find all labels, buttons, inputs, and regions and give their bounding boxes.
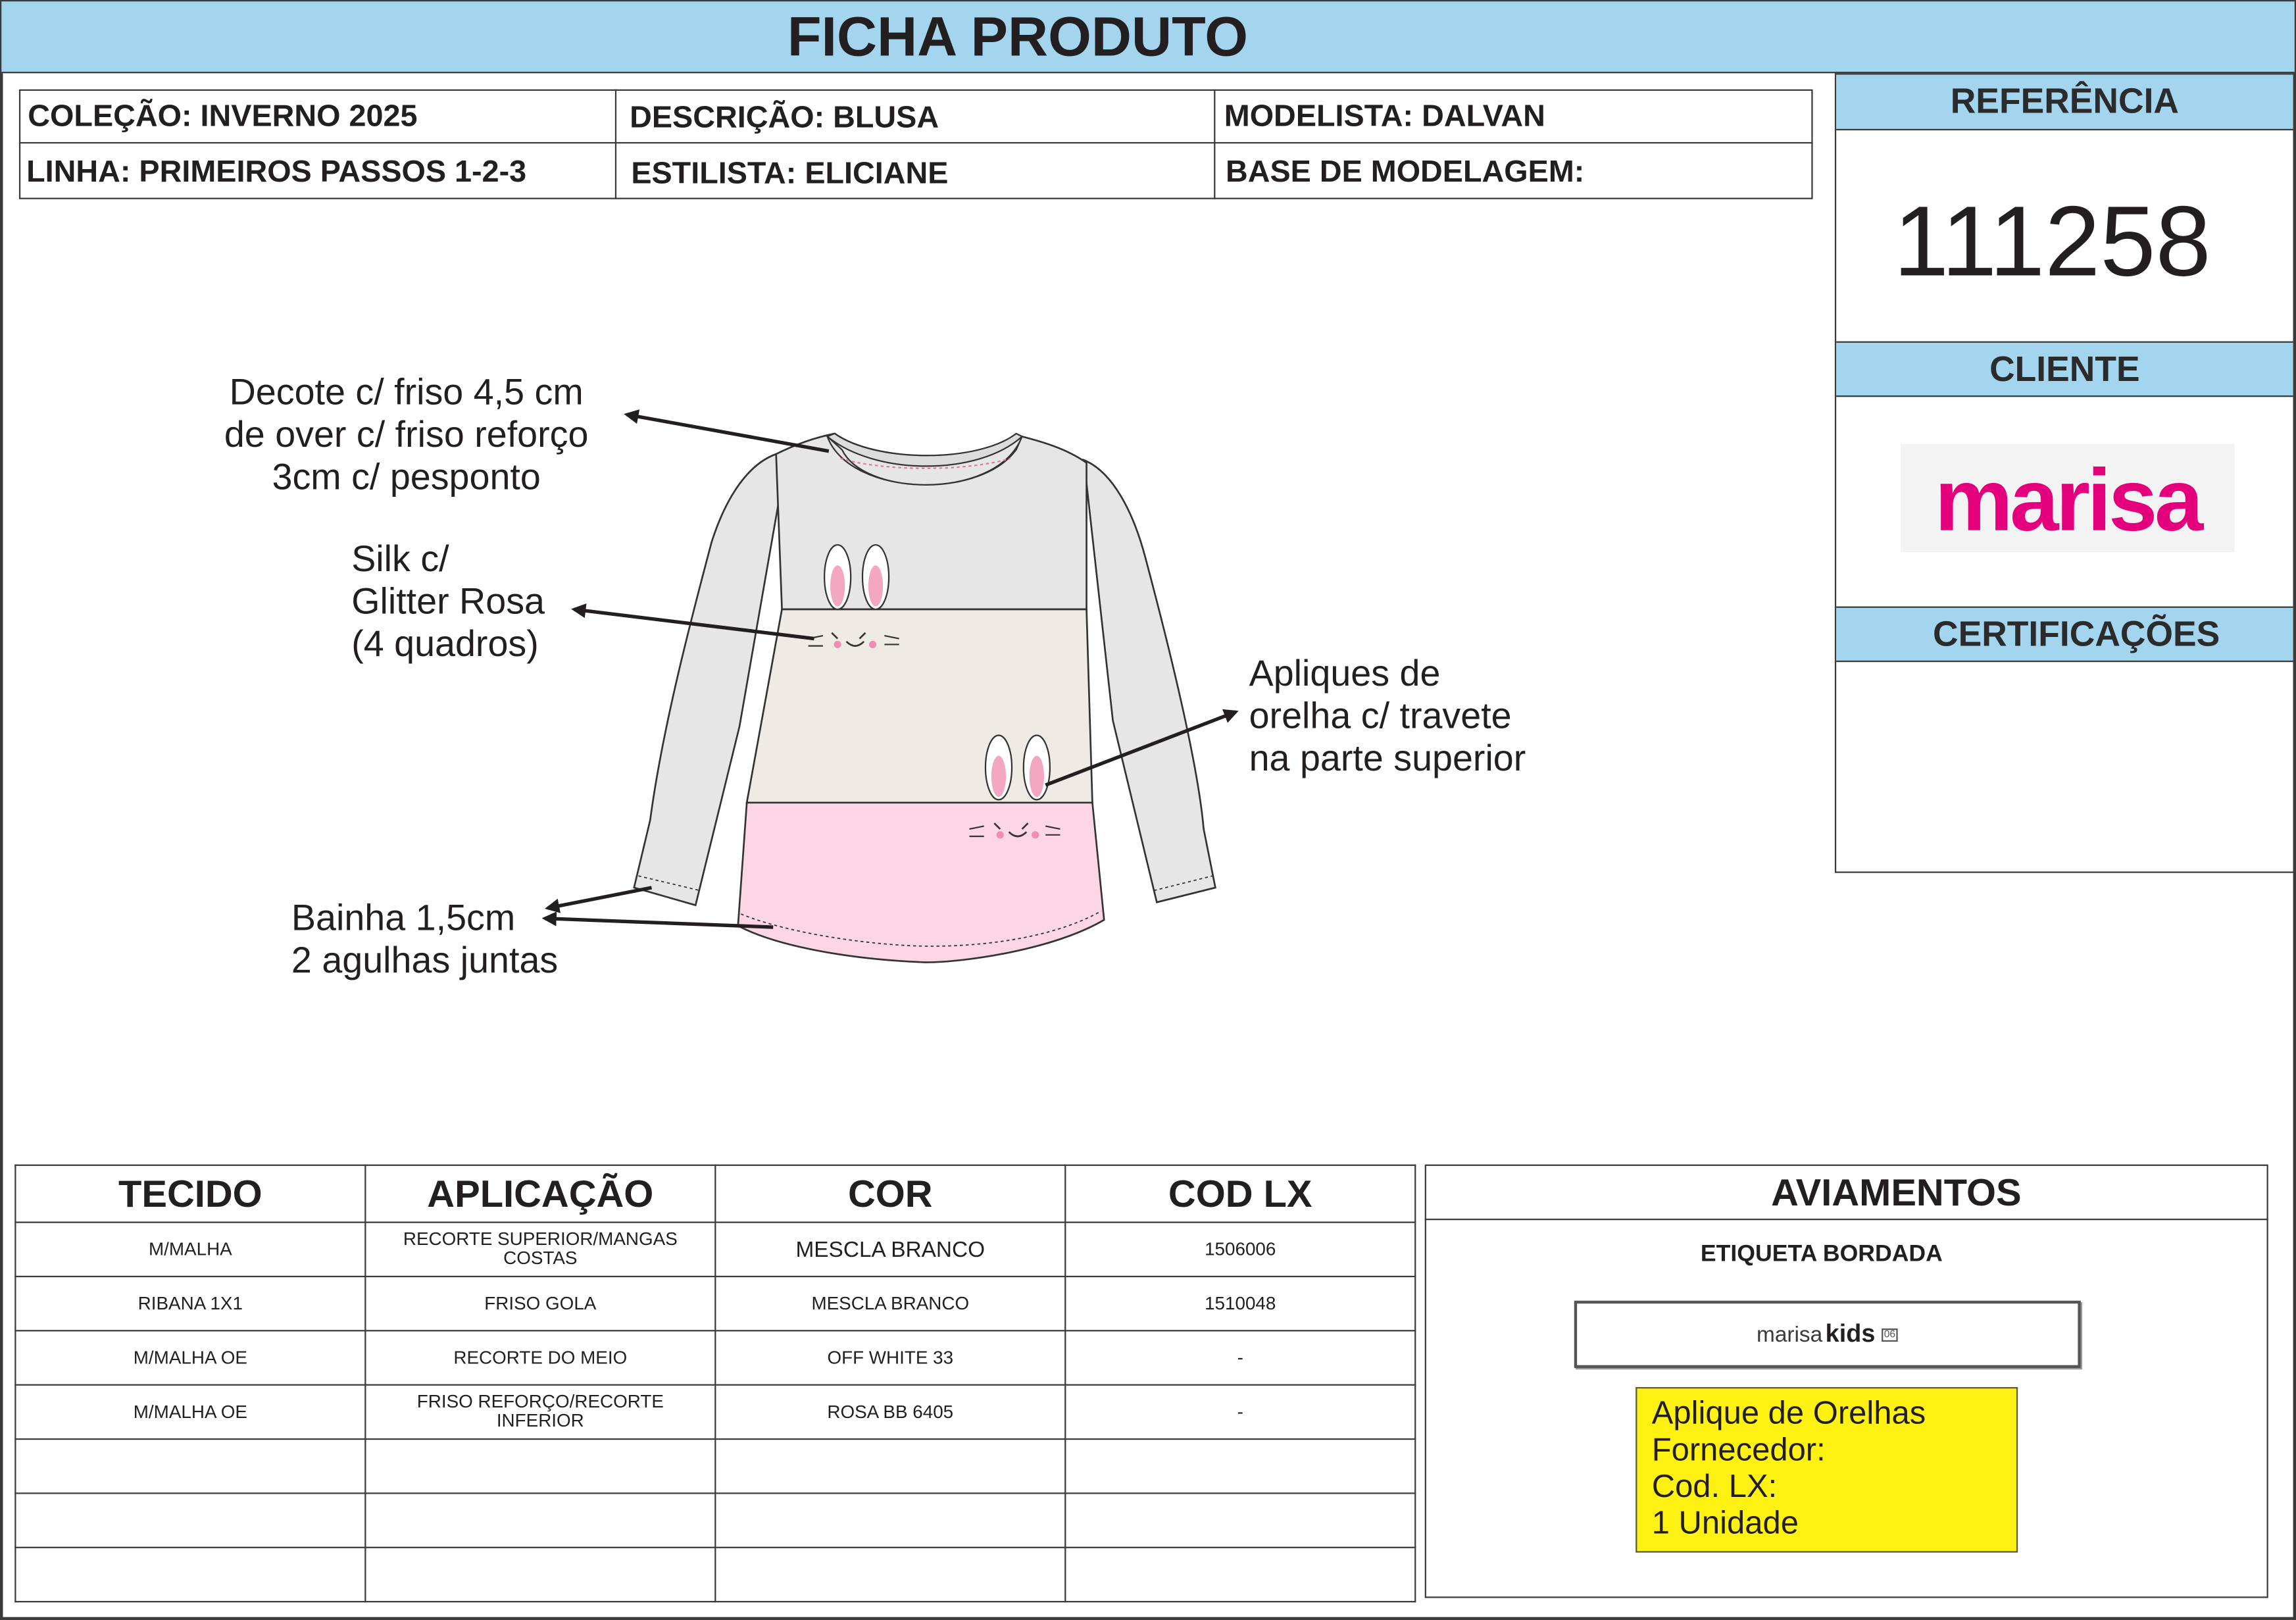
referencia-label: REFERÊNCIA — [1950, 82, 2179, 122]
marisa-kids-logo-tag: 06 — [1881, 1328, 1898, 1341]
cor-cell — [715, 1548, 1065, 1602]
tecido-cell: M/MALHA OE — [15, 1385, 365, 1439]
table-row — [15, 1385, 1415, 1439]
table-row — [15, 1493, 1415, 1547]
aplicacao-cell — [365, 1548, 715, 1602]
descricao-field: DESCRIÇÃO: BLUSA — [630, 101, 939, 135]
header-cod-lx: COD LX — [1065, 1165, 1415, 1223]
cod-lx-cell: - — [1065, 1385, 1415, 1439]
cod-lx-cell: - — [1065, 1330, 1415, 1384]
aplicacao-cell — [365, 1493, 715, 1547]
aplicacao-cell: RECORTE SUPERIOR/MANGAS COSTAS — [365, 1223, 715, 1277]
aviamentos-divider — [1425, 1219, 2268, 1220]
marisa-logo: marisa — [1934, 450, 2201, 549]
certificacoes-label: CERTIFICAÇÕES — [1933, 614, 2220, 654]
annotation-decote-line-1: Decote c/ friso 4,5 cm — [229, 372, 584, 413]
header-tecido: TECIDO — [15, 1165, 365, 1223]
cod-lx-cell — [1065, 1548, 1415, 1602]
aplique-note-line-2: Fornecedor: — [1651, 1430, 1826, 1468]
annotation-apliques-line-2: orelha c/ travete — [1249, 696, 1512, 737]
aplicacao-cell: FRISO REFORÇO/RECORTE INFERIOR — [365, 1385, 715, 1439]
materials-header-row — [15, 1165, 1415, 1223]
annotation-bainha — [291, 898, 558, 983]
cor-cell: MESCLA BRANCO — [715, 1277, 1065, 1330]
cor-cell: MESCLA BRANCO — [715, 1223, 1065, 1277]
aplique-note-line-1: Aplique de Orelhas — [1651, 1394, 1926, 1431]
cod-lx-cell — [1065, 1493, 1415, 1547]
cor-cell — [715, 1439, 1065, 1493]
etiqueta-label: ETIQUETA BORDADA — [1700, 1242, 1943, 1267]
table-row — [15, 1223, 1415, 1277]
page-title: FICHA PRODUTO — [787, 7, 1249, 68]
aplicacao-cell: RECORTE DO MEIO — [365, 1330, 715, 1384]
annotation-silk-line-2: Glitter Rosa — [351, 581, 545, 623]
annotation-apliques-line-1: Apliques de — [1249, 653, 1441, 695]
annotation-silk — [351, 539, 545, 667]
right-sleeve — [1084, 460, 1215, 902]
cod-lx-cell: 1510048 — [1065, 1277, 1415, 1330]
header-aplicacao: APLICAÇÃO — [365, 1165, 715, 1223]
aplique-note-line-3: Cod. LX: — [1651, 1467, 1778, 1505]
table-row — [15, 1277, 1415, 1330]
modelista-field: MODELISTA: DALVAN — [1224, 99, 1545, 134]
table-row — [15, 1439, 1415, 1493]
estilista-field: ESTILISTA: ELICIANE — [631, 157, 949, 191]
tecido-cell: M/MALHA — [15, 1223, 365, 1277]
arrow-bainha-1 — [547, 888, 651, 908]
annotation-apliques — [1249, 653, 1526, 781]
annotation-decote — [190, 372, 622, 499]
aplicacao-cell — [365, 1439, 715, 1493]
table-row — [15, 1330, 1415, 1384]
linha-field: LINHA: PRIMEIROS PASSOS 1-2-3 — [26, 155, 527, 190]
marisa-kids-logo-marisa: marisa — [1757, 1321, 1823, 1347]
tecido-cell — [15, 1493, 365, 1547]
tecido-cell: M/MALHA OE — [15, 1330, 365, 1384]
cod-lx-cell — [1065, 1439, 1415, 1493]
aviamentos-title: AVIAMENTOS — [1771, 1169, 2022, 1214]
cor-cell: OFF WHITE 33 — [715, 1330, 1065, 1384]
marisa-kids-logo — [1574, 1301, 2081, 1368]
header-cor: COR — [715, 1165, 1065, 1223]
cliente-label: CLIENTE — [1989, 349, 2140, 390]
annotation-bainha-line-1: Bainha 1,5cm — [291, 898, 516, 939]
cod-lx-cell: 1506006 — [1065, 1223, 1415, 1277]
materials-table — [14, 1165, 1416, 1603]
annotation-decote-line-2: de over c/ friso reforço — [224, 414, 589, 456]
cor-cell — [715, 1493, 1065, 1547]
annotation-silk-line-1: Silk c/ — [351, 539, 449, 580]
annotation-silk-line-3: (4 quadros) — [351, 624, 539, 665]
arrow-decote — [627, 415, 829, 451]
aplique-note-line-4: 1 Unidade — [1651, 1504, 1799, 1541]
tecido-cell: RIBANA 1X1 — [15, 1277, 365, 1330]
tecido-cell — [15, 1439, 365, 1493]
referencia-value: 111258 — [1893, 186, 2211, 297]
marisa-kids-logo-kids: kids — [1825, 1319, 1876, 1348]
aplique-note-text — [1652, 1394, 1926, 1541]
annotation-decote-line-3: 3cm c/ pesponto — [272, 457, 541, 498]
tecido-cell — [15, 1548, 365, 1602]
annotation-bainha-line-2: 2 agulhas juntas — [291, 940, 559, 982]
cor-cell: ROSA BB 6405 — [715, 1385, 1065, 1439]
annotation-apliques-line-3: na parte superior — [1249, 738, 1526, 780]
aplicacao-cell: FRISO GOLA — [365, 1277, 715, 1330]
colecao-field: COLEÇÃO: INVERNO 2025 — [28, 99, 418, 134]
base-modelagem-field: BASE DE MODELAGEM: — [1225, 155, 1585, 190]
table-row — [15, 1548, 1415, 1602]
